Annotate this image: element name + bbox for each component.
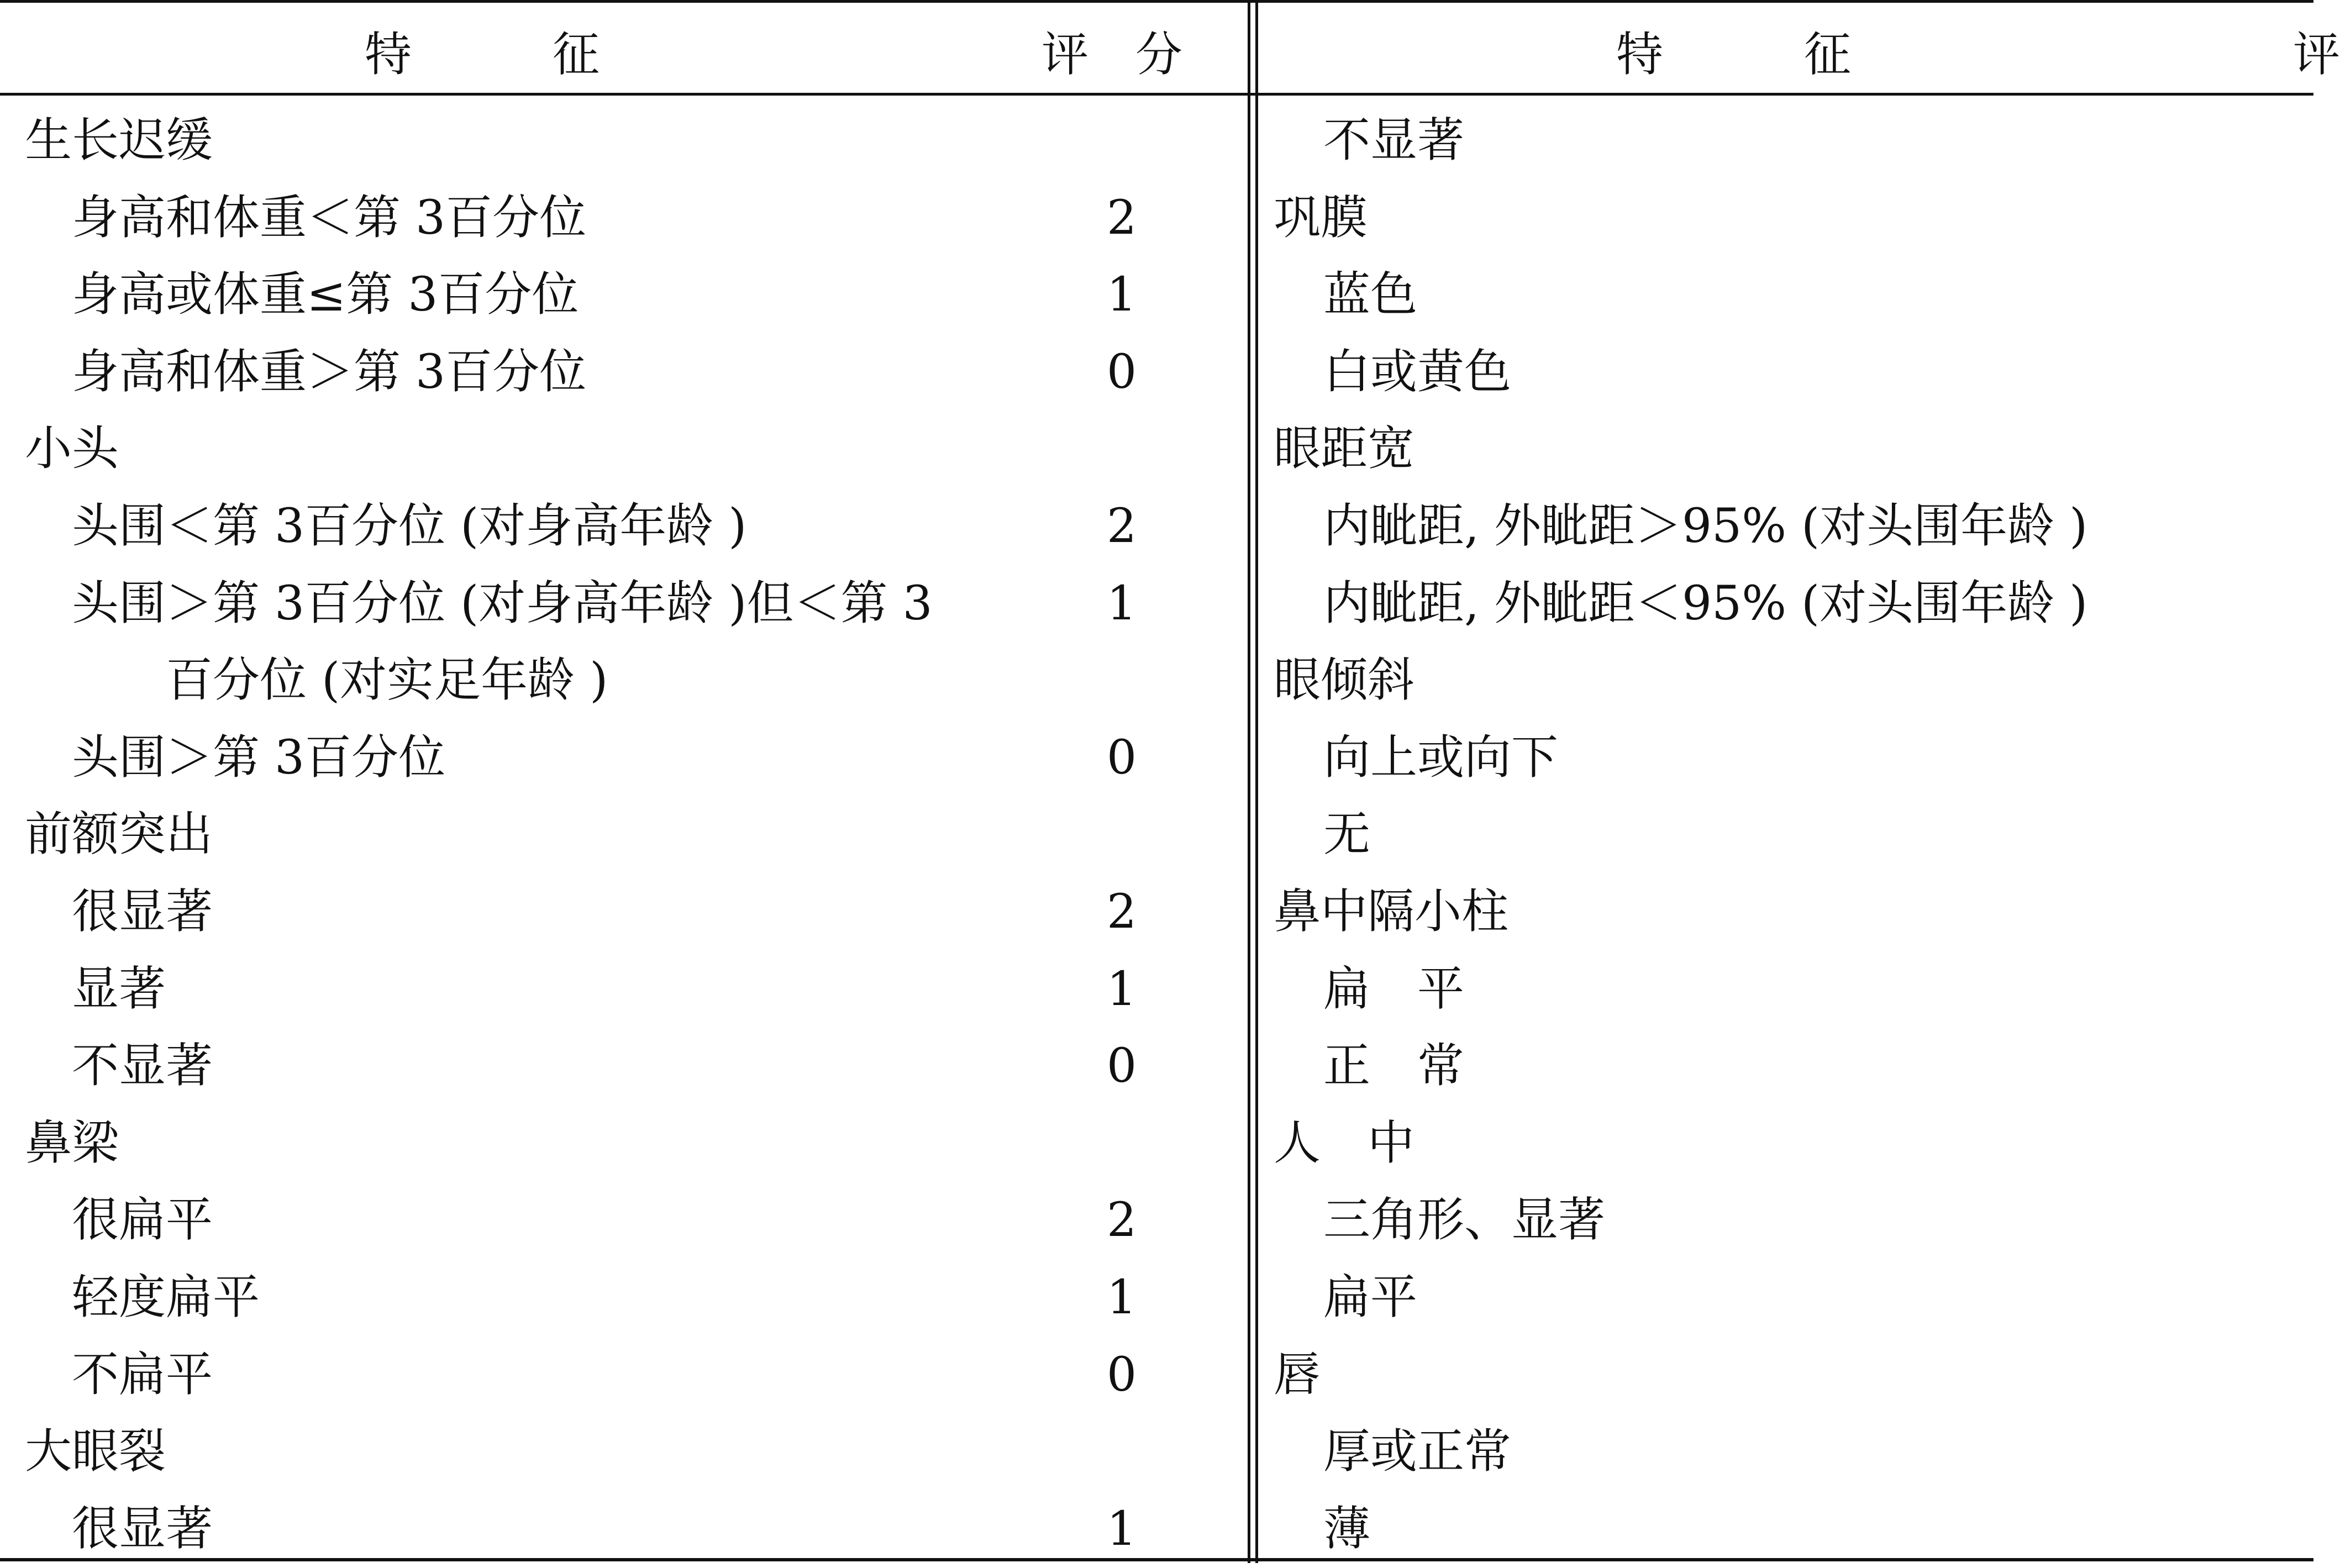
right-row-label: 唇: [1274, 1347, 1321, 1402]
right-row-label: 眼距宽: [1274, 422, 1415, 477]
left-row-label: 身高或体重≤第 3百分位: [72, 267, 579, 323]
right-row-label: 鼻中隔小柱: [1274, 885, 1509, 939]
left-row-score: 2: [1106, 499, 1137, 554]
left-row-label: 轻度扁平: [72, 1270, 260, 1325]
right-row-label: 薄: [1323, 1501, 1371, 1556]
left-row-score: 1: [1106, 961, 1137, 1017]
header-left-feature: 特 征: [365, 28, 600, 82]
top-rule: [0, 0, 2313, 3]
left-row-score: 0: [1106, 730, 1137, 785]
right-row-label: 三角形、显著: [1323, 1193, 1606, 1248]
left-row-label: 鼻梁: [25, 1116, 119, 1171]
left-row-label: 百分位 (对实足年龄 ): [166, 653, 608, 708]
left-row-label: 不显著: [72, 1039, 213, 1094]
left-row-score: 2: [1106, 1193, 1137, 1248]
right-row-label: 正 常: [1323, 1039, 1465, 1094]
header-left-score: 评 分: [1042, 28, 1183, 82]
left-row-label: 很扁平: [72, 1193, 213, 1248]
left-row-label: 前额突出: [25, 807, 213, 862]
column-divider-right: [1255, 0, 1258, 1563]
left-row-score: 0: [1106, 1347, 1137, 1402]
column-divider-left: [1248, 0, 1250, 1563]
left-row-label: 生长迟缓: [25, 113, 213, 168]
right-row-label: 蓝色: [1323, 267, 1418, 323]
right-row-label: 无: [1323, 807, 1371, 862]
right-row-label: 白或黄色: [1323, 344, 1512, 399]
right-row-label: 内眦距, 外眦距＞95% (对头围年龄 ): [1323, 499, 2088, 554]
left-row-label: 小头: [25, 422, 119, 477]
left-row-label: 身高和体重＜第 3百分位: [72, 190, 587, 245]
left-row-label: 头围＞第 3百分位 (对身高年龄 )但＜第 3: [72, 576, 933, 631]
right-row-label: 眼倾斜: [1274, 653, 1415, 708]
left-row-score: 2: [1106, 885, 1137, 939]
right-row-label: 不显著: [1323, 113, 1465, 168]
left-row-score: 2: [1106, 190, 1137, 245]
left-row-score: 1: [1106, 1270, 1137, 1325]
right-row-label: 厚或正常: [1323, 1424, 1512, 1480]
left-row-score: 1: [1106, 1501, 1137, 1556]
left-row-label: 头围＜第 3百分位 (对身高年龄 ): [72, 499, 747, 554]
right-row-label: 巩膜: [1274, 190, 1368, 245]
right-row-label: 内眦距, 外眦距＜95% (对头围年龄 ): [1323, 576, 2088, 631]
right-row-label: 人 中: [1274, 1116, 1415, 1171]
left-row-score: 1: [1106, 576, 1137, 631]
right-row-label: 扁 平: [1323, 961, 1465, 1017]
left-row-label: 显著: [72, 961, 166, 1017]
left-row-label: 很显著: [72, 1501, 213, 1556]
left-row-label: 大眼裂: [25, 1424, 166, 1480]
header-right-feature: 特 征: [1616, 28, 1852, 82]
left-row-score: 0: [1106, 1039, 1137, 1094]
left-row-label: 很显著: [72, 885, 213, 939]
right-row-label: 扁平: [1323, 1270, 1418, 1325]
left-row-score: 0: [1106, 344, 1137, 399]
left-row-score: 1: [1106, 267, 1137, 323]
left-row-label: 身高和体重＞第 3百分位: [72, 344, 587, 399]
header-right-score: 评: [2293, 28, 2340, 82]
right-row-label: 向上或向下: [1323, 730, 1559, 785]
left-row-label: 头围＞第 3百分位: [72, 730, 446, 785]
left-row-label: 不扁平: [72, 1347, 213, 1402]
